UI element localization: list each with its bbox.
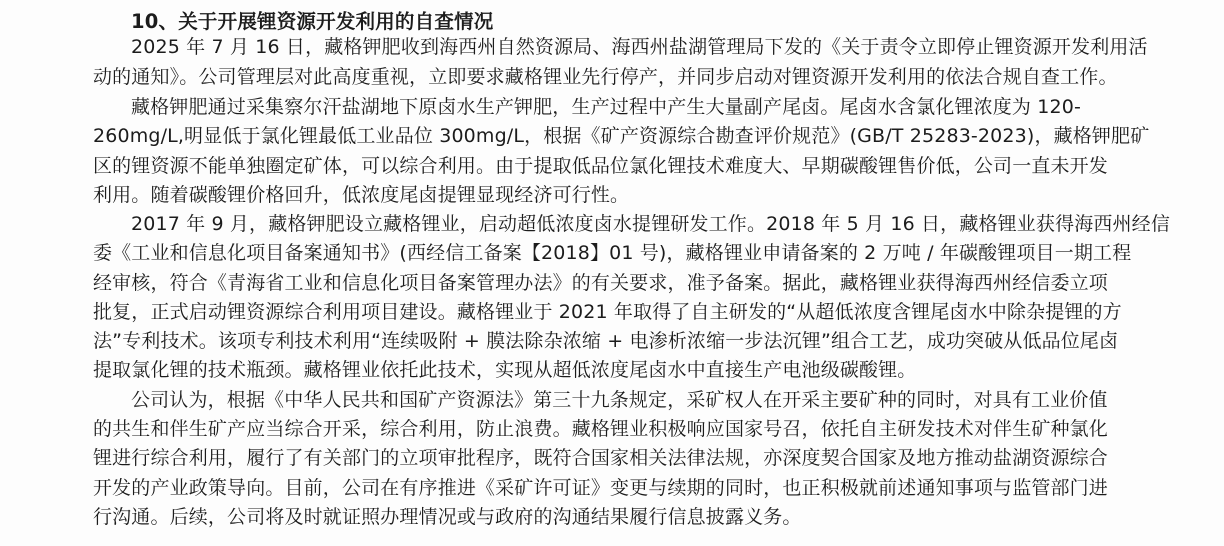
paragraph-3-line-4: 批复，正式启动锂资源综合利用项目建设。藏格锂业于 2021 年取得了自主研发的“从超低浓度含锂尾卤水中除杂提锂的方 [93, 301, 1122, 323]
section-heading: 10、关于开展锂资源开发利用的自查情况 [131, 10, 494, 33]
paragraph-4-line-2: 的共生和伴生矿产应当综合开采，综合利用，防止浪费。藏格锂业积极响应国家号召，依托自主研发技术对伴生矿种氯化 [93, 418, 1108, 440]
paragraph-4-line-5: 行沟通。后续，公司将及时就证照办理情况或与政府的沟通结果履行信息披露义务。 [93, 506, 802, 528]
paragraph-2-line-2: 260mg/L,明显低于氯化锂最低工业品位 300mg/L，根据《矿产资源综合勘查评价规范》(GB/T 25283-2023)，藏格钾肥矿 [93, 125, 1150, 147]
paragraph-4-line-3: 锂进行综合利用，履行了有关部门的立项审批程序，既符合国家相关法律法规，亦深度契合国家及地方推动盐湖资源综合 [93, 447, 1108, 469]
paragraph-2-line-1: 藏格钾肥通过采集察尔汗盐湖地下原卤水生产钾肥，生产过程中产生大量副产尾卤。尾卤水含氯化锂浓度为 120- [131, 96, 1081, 118]
paragraph-4-line-1: 公司认为，根据《中华人民共和国矿产资源法》第三十九条规定，采矿权人在开采主要矿种的同时，对具有工业价值 [131, 389, 1108, 411]
paragraph-3-line-6: 提取氯化锂的技术瓶颈。藏格锂业依托此技术，实现从超低浓度尾卤水中直接生产电池级碳酸锂。 [93, 359, 917, 381]
paragraph-1-line-2: 动的通知》。公司管理层对此高度重视，立即要求藏格锂业先行停产，并同步启动对锂资源开发利用的依法合规自查工作。 [93, 66, 1118, 88]
paragraph-3-line-1: 2017 年 9 月，藏格钾肥设立藏格锂业，启动超低浓度卤水提锂研发工作。2018 年 5 月 16 日，藏格锂业获得海西州经信 [131, 213, 1170, 235]
paragraph-3-line-5: 法”专利技术。该项专利技术利用“连续吸附 + 膜法除杂浓缩 + 电渗析浓缩一步法沉锂”组合工艺，成功突破从低品位尾卤 [93, 330, 1119, 352]
paragraph-4-line-4: 开发的产业政策导向。目前，公司在有序推进《采矿许可证》变更与续期的同时，也正积极就前述通知事项与监管部门进 [93, 477, 1108, 499]
paragraph-3-line-3: 经审核，符合《青海省工业和信息化项目备案管理办法》的有关要求，准予备案。据此，藏格锂业获得海西州经信委立项 [93, 272, 1108, 294]
paragraph-2-line-3: 区的锂资源不能单独圈定矿体，可以综合利用。由于提取低品位氯化锂技术难度大、早期碳酸锂售价低，公司一直未开发 [93, 155, 1108, 177]
paragraph-2-line-4: 利用。随着碳酸锂价格回升，低浓度尾卤提锂显现经济可行性。 [93, 184, 630, 206]
paragraph-3-line-2: 委《工业和信息化项目备案通知书》(西经信工备案【2018】01 号)，藏格锂业申请备案的 2 万吨 / 年碳酸锂项目一期工程 [93, 242, 1132, 264]
paragraph-1-line-1: 2025 年 7 月 16 日，藏格钾肥收到海西州自然资源局、海西州盐湖管理局下发的《关于责令立即停止锂资源开发利用活 [131, 36, 1148, 58]
